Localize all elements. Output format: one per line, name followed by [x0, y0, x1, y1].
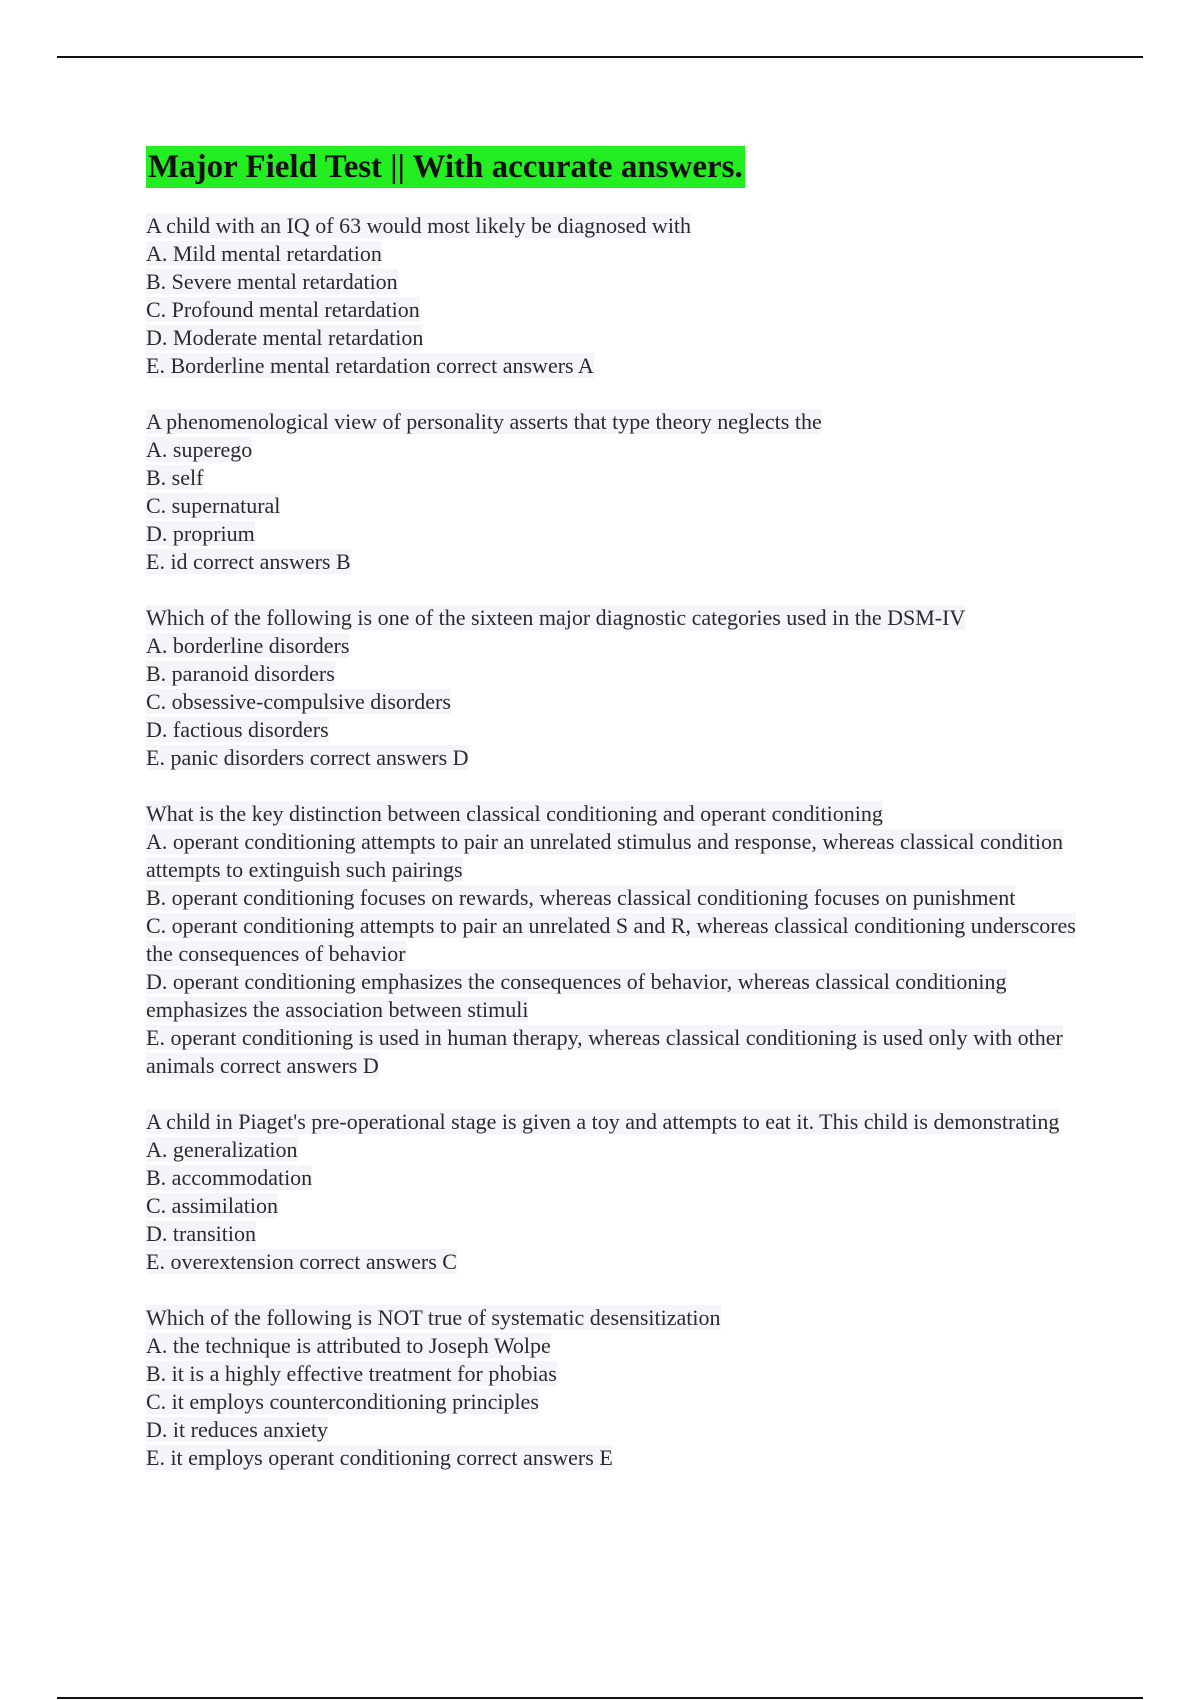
answer-option	[146, 1388, 1076, 1416]
answer-option-text: B. accommodation	[146, 1165, 313, 1190]
answer-option-text: E. it employs operant conditioning correct answers E	[146, 1445, 613, 1470]
question-stem	[146, 212, 1076, 240]
question-stem-text: A child in Piaget's pre-operational stage is given a toy and attempts to eat it. This child is demonstrating	[146, 1109, 1060, 1134]
answer-option-text: D. Moderate mental retardation	[146, 325, 424, 350]
question-stem-text: A phenomenological view of personality asserts that type theory neglects the	[146, 409, 822, 434]
answer-option	[146, 464, 1076, 492]
answer-option	[146, 1416, 1076, 1444]
bottom-rule	[57, 1697, 1143, 1699]
answer-option	[146, 548, 1076, 576]
answer-option-text: D. proprium	[146, 521, 255, 546]
answer-option	[146, 912, 1076, 968]
answer-option	[146, 352, 1076, 380]
answer-option	[146, 1164, 1076, 1192]
answer-option	[146, 1024, 1076, 1080]
answer-option	[146, 1248, 1076, 1276]
question-stem-text: A child with an IQ of 63 would most likely be diagnosed with	[146, 213, 692, 238]
answer-option	[146, 1220, 1076, 1248]
answer-option	[146, 744, 1076, 772]
question-block	[146, 800, 1076, 1080]
question-stem	[146, 604, 1076, 632]
answer-option-text: B. it is a highly effective treatment for phobias	[146, 1361, 557, 1386]
answer-option	[146, 268, 1076, 296]
answer-option-text: B. self	[146, 465, 204, 490]
answer-option-text: E. id correct answers B	[146, 549, 351, 574]
answer-option	[146, 828, 1076, 884]
answer-option-text: E. panic disorders correct answers D	[146, 745, 469, 770]
answer-option-text: D. factious disorders	[146, 717, 329, 742]
answer-option	[146, 884, 1076, 912]
question-stem	[146, 1304, 1076, 1332]
answer-option	[146, 660, 1076, 688]
answer-option-text: B. Severe mental retardation	[146, 269, 398, 294]
answer-option-text: C. Profound mental retardation	[146, 297, 420, 322]
answer-option-text: C. operant conditioning attempts to pair an unrelated S and R, whereas classical conditioning underscores the consequences of behavior	[146, 913, 1076, 966]
question-block	[146, 1304, 1076, 1472]
answer-option-text: E. Borderline mental retardation correct answers A	[146, 353, 594, 378]
question-block	[146, 408, 1076, 576]
answer-option	[146, 492, 1076, 520]
answer-option-text: A. operant conditioning attempts to pair an unrelated stimulus and response, whereas classical condition attempts to extinguish such pairings	[146, 829, 1064, 882]
question-block	[146, 604, 1076, 772]
answer-option	[146, 688, 1076, 716]
answer-option-text: D. operant conditioning emphasizes the consequences of behavior, whereas classical conditioning emphasizes the association between stimuli	[146, 969, 1007, 1022]
question-stem-text: Which of the following is NOT true of systematic desensitization	[146, 1305, 721, 1330]
question-stem	[146, 1108, 1076, 1136]
answer-option	[146, 632, 1076, 660]
answer-option	[146, 520, 1076, 548]
question-stem-text: Which of the following is one of the sixteen major diagnostic categories used in the DSM-IV	[146, 605, 966, 630]
document-title: Major Field Test || With accurate answers.	[146, 146, 745, 188]
answer-option	[146, 324, 1076, 352]
answer-option-text: A. borderline disorders	[146, 633, 350, 658]
top-rule	[57, 56, 1143, 58]
answer-option-text: C. supernatural	[146, 493, 281, 518]
answer-option-text: C. it employs counterconditioning principles	[146, 1389, 539, 1414]
question-stem	[146, 800, 1076, 828]
question-stem-text: What is the key distinction between classical conditioning and operant conditioning	[146, 801, 883, 826]
answer-option	[146, 436, 1076, 464]
answer-option	[146, 1332, 1076, 1360]
answer-option	[146, 1444, 1076, 1472]
answer-option	[146, 240, 1076, 268]
answer-option	[146, 1192, 1076, 1220]
answer-option-text: C. assimilation	[146, 1193, 278, 1218]
answer-option	[146, 296, 1076, 324]
question-list	[146, 212, 1076, 1472]
answer-option-text: A. Mild mental retardation	[146, 241, 382, 266]
answer-option-text: E. operant conditioning is used in human therapy, whereas classical conditioning is used only with other animals correct answers D	[146, 1025, 1063, 1078]
answer-option	[146, 1136, 1076, 1164]
answer-option-text: D. it reduces anxiety	[146, 1417, 329, 1442]
question-block	[146, 1108, 1076, 1276]
question-stem	[146, 408, 1076, 436]
answer-option-text: A. generalization	[146, 1137, 298, 1162]
answer-option	[146, 968, 1076, 1024]
document-body	[146, 146, 1076, 1500]
answer-option-text: B. operant conditioning focuses on rewards, whereas classical conditioning focuses on punishment	[146, 885, 1016, 910]
answer-option	[146, 1360, 1076, 1388]
answer-option-text: A. the technique is attributed to Joseph Wolpe	[146, 1333, 551, 1358]
answer-option-text: D. transition	[146, 1221, 256, 1246]
answer-option-text: B. paranoid disorders	[146, 661, 335, 686]
answer-option	[146, 716, 1076, 744]
answer-option-text: E. overextension correct answers C	[146, 1249, 457, 1274]
answer-option-text: A. superego	[146, 437, 253, 462]
question-block	[146, 212, 1076, 380]
answer-option-text: C. obsessive-compulsive disorders	[146, 689, 451, 714]
